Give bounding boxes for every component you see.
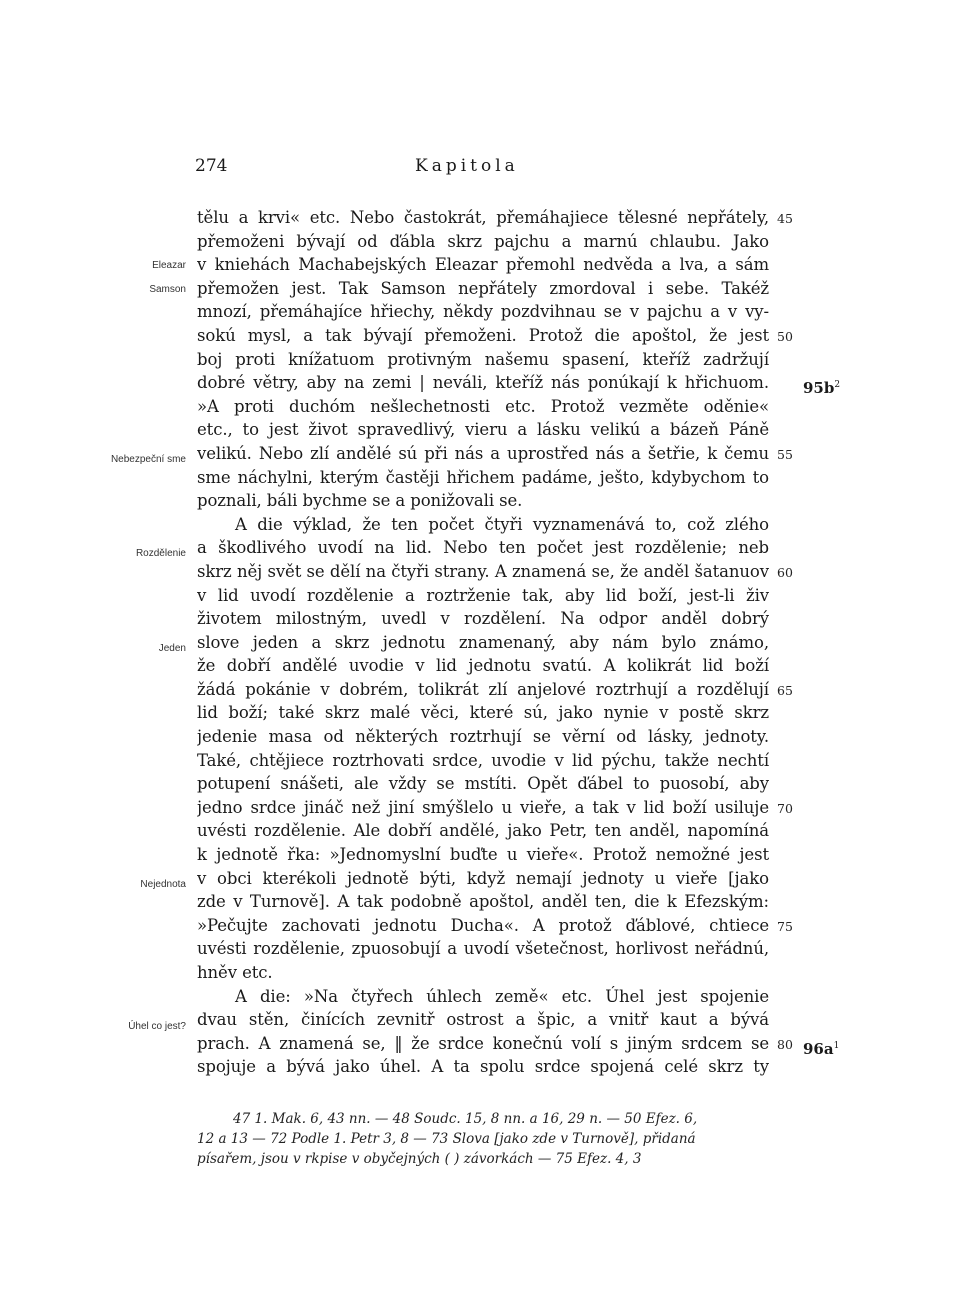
page-number: 274 [195,156,228,176]
text-line: uvésti rozdělenie, zpuosobují a uvodí všetečnost, horlivost neřádnú, [197,939,769,959]
text-line: a škodlivého uvodí na lid. Nebo ten počet jest rozdělenie; neb [197,538,769,558]
footnotes [197,1109,769,1169]
folio-mark-sup: 2 [834,380,841,390]
line-number: 55 [777,447,793,462]
text-line: uvésti rozdělenie. Ale dobří andělé, jako Petr, ten anděl, napomíná [197,821,769,841]
text-line: žádá pokánie v dobrém, tolikrát zlí anjelové roztrhují a rozdělují [197,679,769,699]
marginal-note: Rozdělenie [135,548,186,559]
text-line: v lid uvodí rozdělenie a roztrženie tak, aby lid boží, jest-li živ [197,585,769,605]
text-line: dobré větry, aby na zemi | neváli, kteříž nás ponúkají k hřichuom. [197,373,769,393]
running-title: Kapitola [415,156,519,176]
line-number: 80 [777,1037,793,1052]
line-number: 45 [777,211,793,226]
text-line: skrz něj svět se dělí na čtyři strany. A znamená se, že anděl šatanuov [197,561,769,581]
text-line: A die výklad, že ten počet čtyři vyznamenává to, což zlého [235,514,769,534]
line-number: 65 [777,683,793,698]
text-line: dvau stěn, činících zevnitř ostrost a špic, a vnitř kaut a bývá [197,1010,769,1030]
text-line: v obci kterékoli jednotě býti, když nemají jednoty u vieře [jako [197,868,769,888]
page-header [195,156,765,182]
footnote-line: 47 1. Mak. 6, 43 nn. — 48 Soudc. 15, 8 nn. a 16, 29 n. — 50 Efez. 6, [233,1111,698,1127]
text-line: hněv etc. [197,963,273,982]
text-line: spojuje a bývá jako úhel. A ta spolu srdce spojená celé skrz ty [197,1057,769,1077]
marginal-note: Jeden [158,643,186,654]
main-text [197,206,769,1079]
text-line: přemožen jest. Tak Samson nepřátely zmordoval i sebe. Takéž [197,278,769,298]
text-line: »Pečujte zachovati jednotu Ducha«. A protož ďáblové, chtiece [197,915,769,935]
text-line: velikú. Nebo zlí andělé sú při nás a uprostřed nás a šetřie, k čemu [197,443,769,463]
marginal-note: Úhel co jest? [128,1021,186,1032]
line-number: 70 [777,801,793,816]
text-line: životem milostným, uvedl v rozdělení. Na odpor anděl dobrý [197,609,769,629]
text-line: jedenie masa od některých roztrhují se věrní od lásky, jednoty. [197,727,769,747]
folio-mark-sup: 1 [833,1041,840,1051]
text-line: zde v Turnově]. A tak podobně apoštol, anděl ten, die k Efezským: [197,892,769,912]
marginal-note: Samson [149,284,186,295]
line-number: 50 [777,329,793,344]
text-line: sokú mysl, a tak bývají přemoženi. Protož die apoštol, že jest [197,325,769,345]
text-line: tělu a krvi« etc. Nebo častokrát, přemáhajiece tělesné nepřátely, [197,208,769,227]
line-number: 75 [777,919,793,934]
text-line: etc., to jest život spravedlivý, vieru a lásku velikú a bázeň Páně [197,420,769,440]
folio-mark-text: 96a [803,1040,834,1058]
footnote-line: 12 a 13 — 72 Podle 1. Petr 3, 8 — 73 Slova [jako zde v Turnově], přidaná [197,1131,696,1147]
marginal-note: Nejednota [140,879,186,890]
text-line: přemoženi bývají od ďábla skrz pajchu a marnú chlaubu. Jako [197,231,769,251]
text-line: prach. A znamená se, ‖ že srdce konečnú volí s jiným srdcem se [197,1033,769,1053]
marginal-note: Eleazar [152,260,186,271]
folio-mark-text: 95b [803,379,835,397]
text-line: A die: »Na čtyřech úhlech země« etc. Úhel jest spojenie [235,986,769,1006]
footnote-line: písařem, jsou v rkpise v obyčejných ( ) závorkách — 75 Efez. 4, 3 [197,1151,642,1167]
text-line: k jednotě řka: »Jednomyslní buďte u vieře«. Protož nemožné jest [197,845,769,865]
folio-mark [803,377,840,396]
text-line: Také, chtějiece roztrhovati srdce, uvodie v lid pýchu, takže nechtí [197,750,769,770]
text-line: jedno srdce jináč než jiní smýšlelo u vieře, a tak v lid boží usiluje [197,797,769,817]
text-line: poznali, báli bychme se a ponižovali se. [197,491,523,511]
text-line: že dobří andělé uvodie v lid jednotu svatú. A kolikrát lid boží [197,656,769,676]
text-line: slove jeden a skrz jednotu znamenaný, aby nám bylo známo, [197,632,769,652]
text-line: sme náchylni, kterým častěji hřichem padáme, ješto, kdybychom to [197,467,769,487]
text-line: mnozí, přemáhajíce hřiechy, někdy pozdvihnau se v pajchu a v vy- [197,302,769,322]
text-line: »A proti duchóm nešlechetnosti etc. Protož vezměte oděnie« [197,396,769,416]
line-number: 60 [777,565,793,580]
marginal-note: Nebezpeční sme [110,454,186,465]
text-line: lid boží; také skrz malé věci, které sú, jako nynie v postě skrz [197,703,769,723]
folio-mark [803,1038,839,1057]
text-line: boj proti knížatuom protivným našemu spasení, kteříž zadržují [197,349,769,369]
text-line: potupení snášeti, ale vždy se mstíti. Opět ďábel to puosobí, aby [197,774,769,794]
text-line: v kniehách Machabejských Eleazar přemohl nedvěda a lva, a sám [197,255,769,275]
